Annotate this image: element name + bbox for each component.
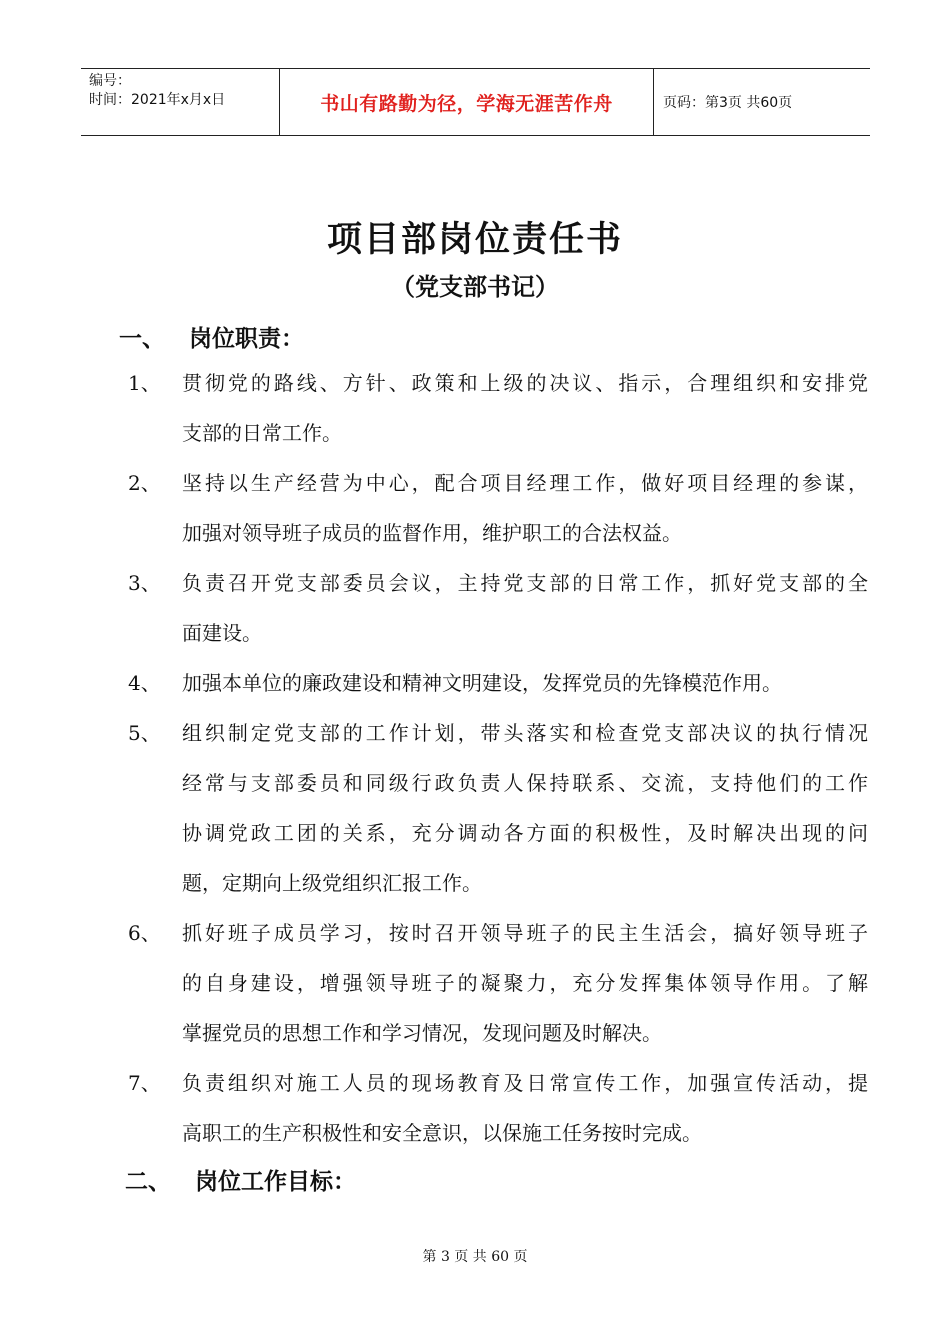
section-title: 岗位工作目标： (195, 1168, 356, 1195)
duty-number: 6、 (128, 921, 161, 945)
duty-number: 7、 (128, 1071, 161, 1095)
section-heading-duties (119, 320, 304, 353)
duty-number: 3、 (128, 571, 161, 595)
duty-text (182, 458, 868, 558)
document-title: 项目部岗位责任书 (326, 219, 623, 260)
duty-text-line: 坚持以生产经营为中心，配合项目经理工作，做好项目经理的参谋， (182, 471, 868, 495)
duty-text-line: 组织制定党支部的工作计划，带头落实和检查党支部决议的执行情况 (182, 721, 868, 745)
section-title: 岗位职责： (189, 325, 304, 352)
serial-number-label: 编号： (89, 73, 131, 89)
duty-text-line: 高职工的生产积极性和安全意识，以保施工任务按时完成。 (182, 1121, 702, 1145)
duty-text-line: 协调党政工团的关系，充分调动各方面的积极性，及时解决出现的问 (182, 821, 868, 845)
duty-number: 4、 (128, 671, 161, 695)
duty-text-line: 贯彻党的路线、方针、政策和上级的决议、指示，合理组织和安排党 (182, 371, 868, 395)
duty-text-line: 加强对领导班子成员的监督作用，维护职工的合法权益。 (182, 521, 682, 545)
duty-text-line: 支部的日常工作。 (182, 421, 342, 445)
duty-text (182, 708, 868, 908)
duty-item (128, 458, 868, 558)
duty-text-line: 经常与支部委员和同级行政负责人保持联系、交流，支持他们的工作 (182, 771, 868, 795)
duty-text-line: 负责召开党支部委员会议，主持党支部的日常工作，抓好党支部的全 (182, 571, 868, 595)
duty-item (128, 1058, 868, 1158)
duty-text-line: 加强本单位的廉政建设和精神文明建设，发挥党员的先锋模范作用。 (182, 671, 782, 695)
header-motto: 书山有路勤为径，学海无涯苦作舟 (280, 69, 654, 135)
header-meta (81, 69, 280, 135)
section-heading-goals (125, 1163, 356, 1196)
duty-text-line: 题，定期向上级党组织汇报工作。 (182, 871, 482, 895)
duty-text-line: 抓好班子成员学习，按时召开领导班子的民主生活会，搞好领导班子 (182, 921, 868, 945)
duty-text-line: 负责组织对施工人员的现场教育及日常宣传工作，加强宣传活动，提 (182, 1071, 868, 1095)
duty-text (182, 1058, 868, 1158)
duty-item (128, 708, 868, 908)
duty-item (128, 558, 868, 658)
duty-text-line: 的自身建设，增强领导班子的凝聚力，充分发挥集体领导作用。了解 (182, 971, 868, 995)
page-footer: 第 3 页 共 60 页 (422, 1249, 528, 1265)
time-label: 时间：2021年x月x日 (89, 92, 226, 108)
page-header (81, 68, 870, 136)
duty-text (182, 908, 868, 1058)
duty-text (182, 358, 868, 458)
duty-text (182, 558, 868, 658)
duty-number: 2、 (128, 471, 161, 495)
section-number: 一、 (119, 325, 165, 352)
duty-item (128, 908, 868, 1058)
section-number: 二、 (125, 1168, 171, 1195)
duty-item (128, 358, 868, 458)
duty-text-line: 掌握党员的思想工作和学习情况，发现问题及时解决。 (182, 1021, 662, 1045)
duty-item (128, 658, 868, 708)
duty-number: 5、 (128, 721, 161, 745)
document-subtitle: （党支部书记） (391, 272, 559, 301)
duty-text (182, 658, 868, 708)
duty-text-line: 面建设。 (182, 621, 262, 645)
duty-number: 1、 (128, 371, 161, 395)
header-page-info: 页码：第3页 共60页 (663, 95, 793, 111)
